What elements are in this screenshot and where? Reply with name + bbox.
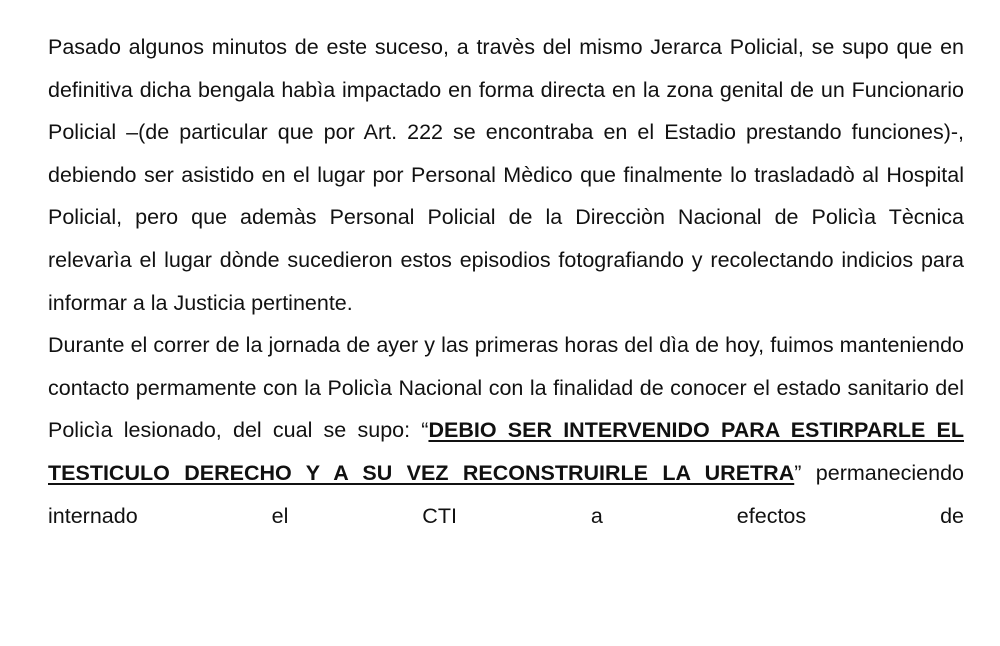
paragraph-text-before: Durante el correr de la jornada de ayer y las primeras horas del dìa de hoy, fuimos manteniendo contacto permamente con la Policìa Nacional con la finalidad de conocer el estado sanitario del Policìa lesionado, del cual se supo: “ [48, 333, 964, 443]
document-page [48, 26, 964, 537]
paragraph-medical-status [48, 324, 964, 537]
paragraph-text-after: ” permaneciendo internado el CTI a efectos de [48, 460, 964, 528]
paragraph-incident-report: Pasado algunos minutos de este suceso, a travès del mismo Jerarca Policial, se supo que en definitiva dicha bengala habìa impactado en forma directa en la zona genital de un Funcionario Policial –(de particular que por Art. 222 se encontraba en el Estadio prestando funciones)-, debiendo ser asistido en el lugar por Personal Mèdico que finalmente lo trasladadò al Hospital Policial, pero que ademàs Personal Policial de la Direcciòn Nacional de Policìa Tècnica relevarìa el lugar dònde sucedieron estos episodios fotografiando y recolectando indicios para informar a la Justicia pertinente. [48, 35, 964, 315]
emphasized-quote: DEBIO SER INTERVENIDO PARA ESTIRPARLE EL TESTICULO DERECHO Y A SU VEZ RECONSTRUIRLE LA URETRA [48, 418, 964, 485]
